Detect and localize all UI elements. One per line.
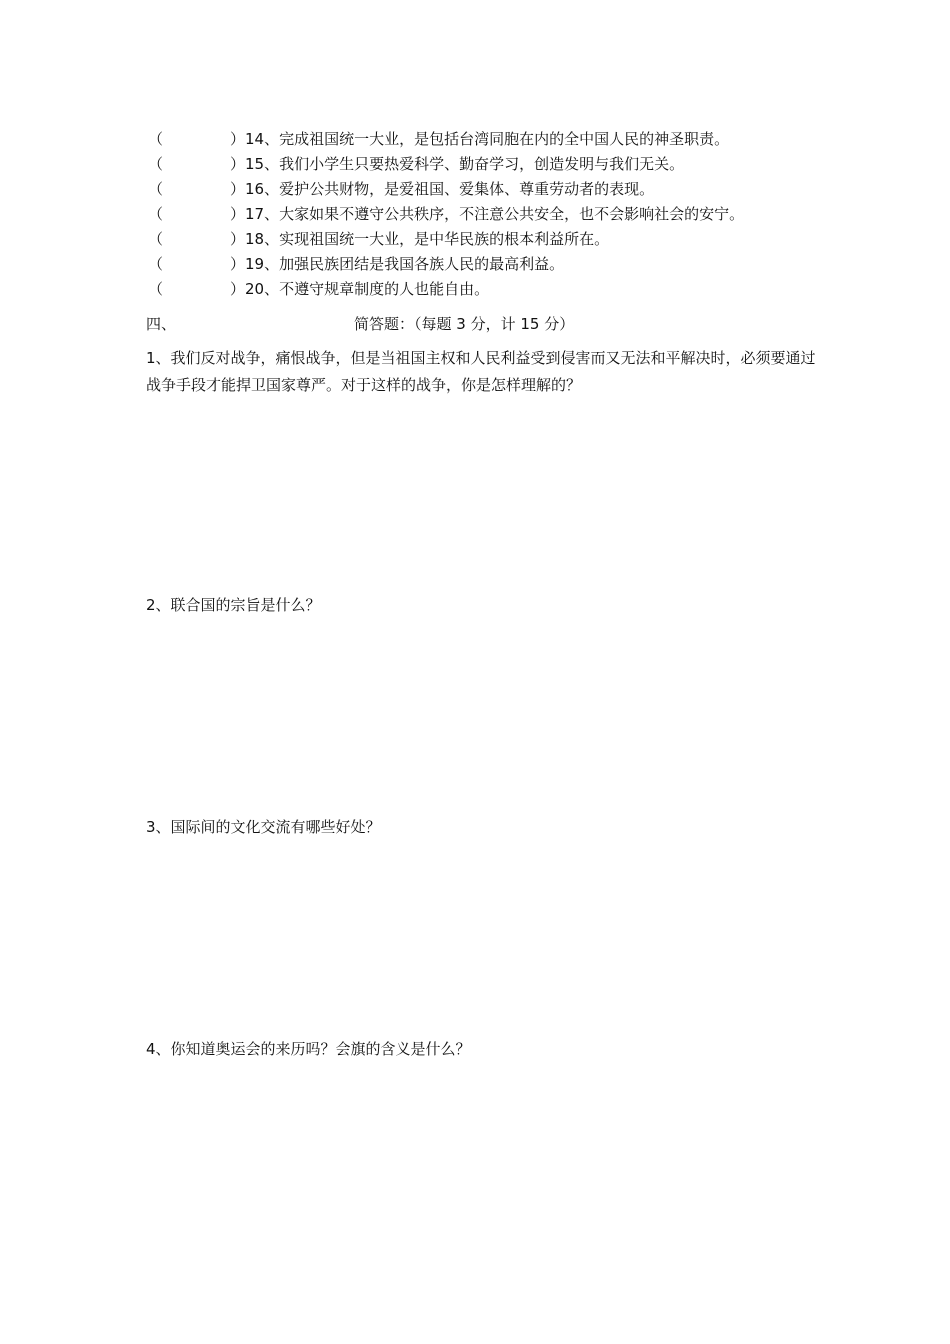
statement [245,152,684,177]
section-number: 四、 [146,315,177,333]
item-number: 19 [245,255,265,273]
item-text: 、完成祖国统一大业，是包括台湾同胞在内的全中国人民的神圣职责。 [264,130,730,148]
answer-blank-close: ） [230,130,246,148]
section-title: 简答题：（每题 3 分，计 15 分） [354,315,575,333]
statement [245,177,654,202]
item-text: 、爱护公共财物，是爱祖国、爱集体、尊重劳动者的表现。 [264,180,655,198]
answer-blank-close: ） [230,205,246,223]
item-number: 16 [245,180,265,198]
true-false-item [148,127,848,152]
item-text: 、我们小学生只要热爱科学、勤奋学习，创造发明与我们无关。 [264,155,685,173]
answer-blank-open: （ [148,280,164,298]
answer-blank-open: （ [148,230,164,248]
answer-blank-open: （ [148,205,164,223]
answer-blank-open: （ [148,155,164,173]
answer-blank-close: ） [230,255,246,273]
statement [245,202,744,227]
question-2: 2、联合国的宗旨是什么？ [146,596,321,614]
item-number: 20 [245,280,265,298]
question-1: 1、我们反对战争，痛恨战争，但是当祖国主权和人民利益受到侵害而又无法和平解决时，必须要通过战争手段才能捍卫国家尊严。对于这样的战争，你是怎样理解的？ [146,349,816,394]
question-3: 3、国际间的文化交流有哪些好处？ [146,818,381,836]
item-number: 17 [245,205,265,223]
item-number: 14 [245,130,265,148]
answer-blank-close: ） [230,180,246,198]
true-false-item [148,227,848,252]
item-text: 、加强民族团结是我国各族人民的最高利益。 [264,255,565,273]
question-4: 4、你知道奥运会的来历吗？会旗的含义是什么？ [146,1040,471,1058]
item-number: 18 [245,230,265,248]
true-false-list [148,127,848,302]
statement [245,227,609,252]
true-false-item [148,277,848,302]
item-text: 、不遵守规章制度的人也能自由。 [264,280,490,298]
true-false-item [148,252,848,277]
answer-blank-open: （ [148,130,164,148]
section-heading [146,312,846,337]
answer-blank-close: ） [230,280,246,298]
answer-blank-close: ） [230,230,246,248]
item-text: 、实现祖国统一大业，是中华民族的根本利益所在。 [264,230,610,248]
true-false-item [148,152,848,177]
answer-blank-open: （ [148,255,164,273]
item-number: 15 [245,155,265,173]
statement [245,277,489,302]
answer-blank-close: ） [230,155,246,173]
item-text: 、大家如果不遵守公共秩序，不注意公共安全，也不会影响社会的安宁。 [264,205,745,223]
answer-blank-open: （ [148,180,164,198]
statement [245,252,564,277]
statement [245,127,729,152]
true-false-item [148,177,848,202]
true-false-item [148,202,848,227]
